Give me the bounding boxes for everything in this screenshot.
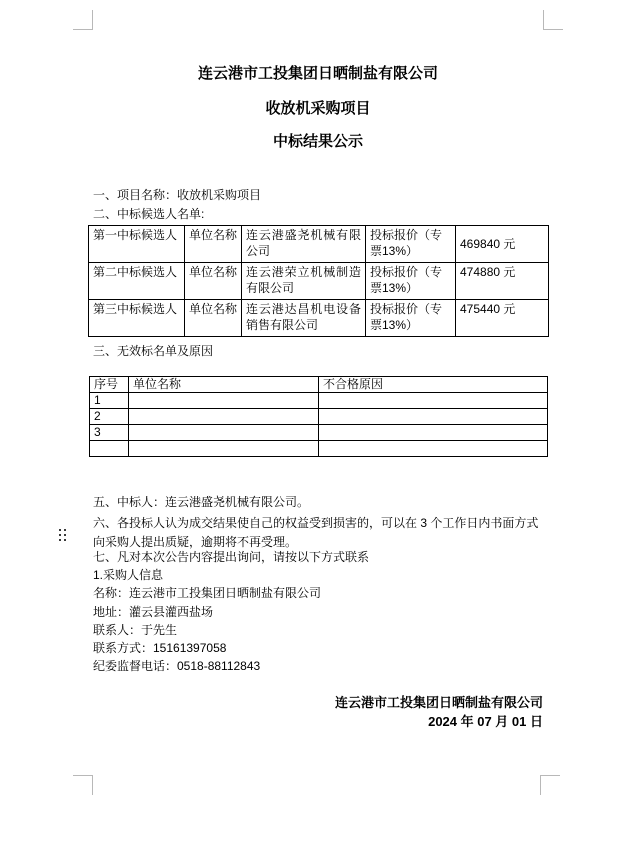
signature-date: 2024 年 07 月 01 日: [428, 714, 543, 729]
invalid-row-4: [90, 441, 548, 457]
page-corner-mark-top-left: [73, 10, 93, 30]
invalid-no-cell: [90, 441, 129, 457]
candidate-rank-cell: 第一中标候选人: [89, 226, 185, 263]
candidate-label-cell: 单位名称: [185, 300, 242, 337]
candidate-label-cell: 单位名称: [185, 226, 242, 263]
invalid-header-reason: 不合格原因: [319, 377, 548, 393]
invalid-company-cell: [129, 393, 319, 409]
invalid-reason-cell: [319, 393, 548, 409]
page-corner-mark-bottom-left: [73, 775, 93, 795]
section-candidates-heading: 二、中标候选人名单:: [93, 207, 205, 221]
invalid-no-cell: 3: [90, 425, 129, 441]
invalid-table-header-row: [90, 377, 548, 393]
invalid-header-company: 单位名称: [129, 377, 319, 393]
candidate-rank-cell: 第三中标候选人: [89, 300, 185, 337]
purchaser-info-heading: 1.采购人信息: [93, 568, 164, 582]
candidate-price-label-cell: 投标报价（专票13%）: [366, 300, 456, 337]
candidate-price-cell: 474880 元: [456, 263, 549, 300]
candidate-price-cell: 469840 元: [456, 226, 549, 263]
invalid-company-cell: [129, 409, 319, 425]
candidate-rank-cell: 第二中标候选人: [89, 263, 185, 300]
purchaser-address: 地址：灌云县灌西盐场: [93, 605, 214, 619]
candidates-row-2: [89, 263, 549, 300]
invalid-reason-cell: [319, 409, 548, 425]
invalid-reason-cell: [319, 425, 548, 441]
signature-company: 连云港市工投集团日晒制盐有限公司: [334, 695, 543, 710]
invalid-row-1: [90, 393, 548, 409]
page-corner-mark-bottom-right: [540, 775, 560, 795]
purchaser-name: 名称：连云港市工投集团日晒制盐有限公司: [93, 586, 322, 600]
supervision-phone: 纪委监督电话：0518-88112843: [93, 659, 261, 673]
candidates-row-1: [89, 226, 549, 263]
invalid-header-no: 序号: [90, 377, 129, 393]
candidate-company-cell: 连云港盛尧机械有限公司: [242, 226, 366, 263]
candidates-table: [88, 225, 549, 337]
candidate-price-label-cell: 投标报价（专票13%）: [366, 226, 456, 263]
invalid-no-cell: 2: [90, 409, 129, 425]
invalid-company-cell: [129, 425, 319, 441]
section-invalid-heading: 三、无效标名单及原因: [93, 344, 214, 358]
invalid-company-cell: [129, 441, 319, 457]
section-winner: 五、中标人：连云港盛尧机械有限公司。: [93, 495, 310, 509]
invalid-row-3: [90, 425, 548, 441]
candidates-row-3: [89, 300, 549, 337]
doc-title-announcement: 中标结果公示: [272, 133, 363, 150]
contact-phone: 联系方式：15161397058: [93, 641, 227, 655]
invalid-no-cell: 1: [90, 393, 129, 409]
candidate-company-cell: 连云港荣立机械制造有限公司: [242, 263, 366, 300]
candidate-label-cell: 单位名称: [185, 263, 242, 300]
candidate-company-cell: 连云港达昌机电设备销售有限公司: [242, 300, 366, 337]
invalid-reason-cell: [319, 441, 548, 457]
section-objection: 六、各投标人认为成交结果使自己的权益受到损害的，可以在 3 个工作日内书面方式向采购人提出质疑，逾期将不再受理。: [93, 516, 539, 549]
margin-dots-marker: [59, 529, 66, 541]
invalid-bids-table: [89, 376, 548, 457]
doc-title-company: 连云港市工投集团日晒制盐有限公司: [197, 65, 438, 82]
candidate-price-cell: 475440 元: [456, 300, 549, 337]
section-project-name: 一、项目名称：收放机采购项目: [93, 188, 262, 202]
page-corner-mark-top-right: [543, 10, 563, 30]
contact-person: 联系人：于先生: [93, 623, 178, 637]
doc-title-project: 收放机采购项目: [265, 100, 371, 117]
section-contact: 七、凡对本次公告内容提出询问，请按以下方式联系: [93, 550, 370, 564]
candidate-price-label-cell: 投标报价（专票13%）: [366, 263, 456, 300]
invalid-row-2: [90, 409, 548, 425]
